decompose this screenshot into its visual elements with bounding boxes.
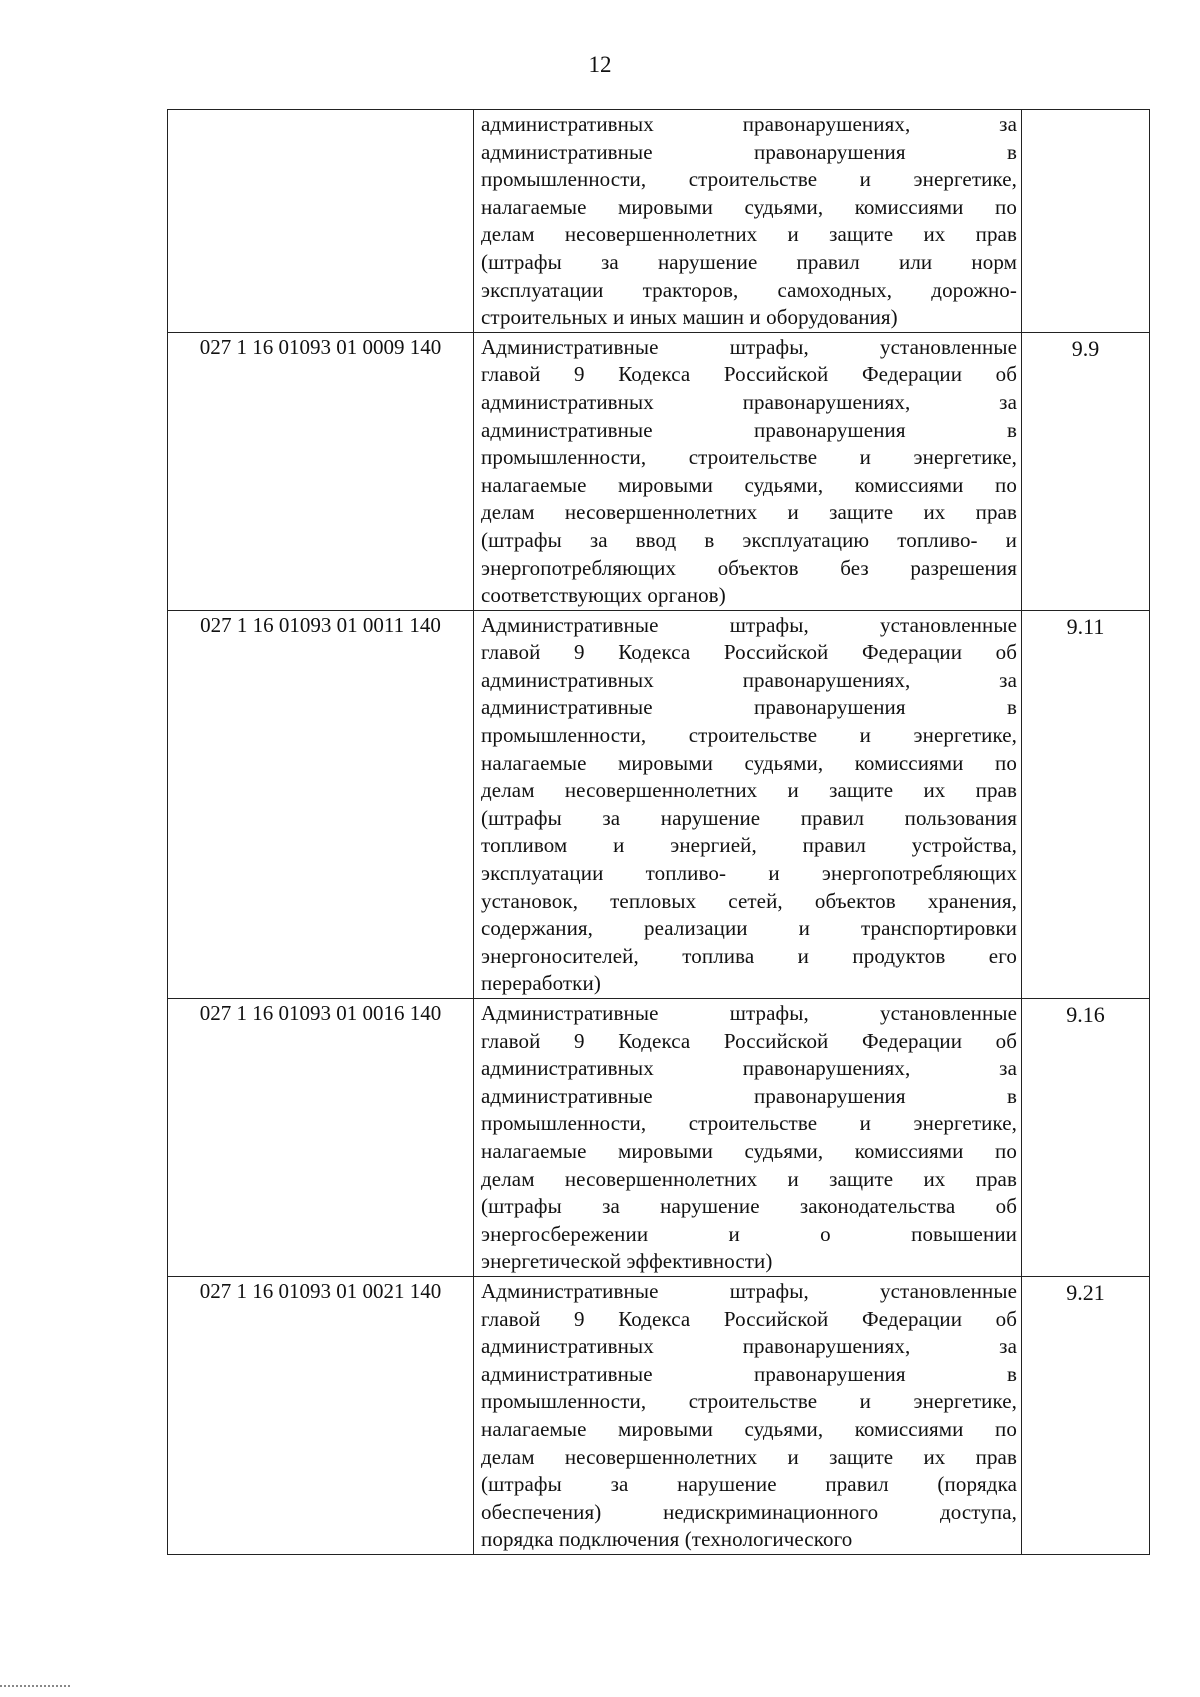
- description-line: налагаемые мировыми судьями, комиссиями по: [481, 1416, 1017, 1441]
- description-line: делам несовершеннолетних и защите их прав: [481, 500, 1017, 525]
- description-line: Административные штрафы, установленные: [481, 1001, 1017, 1025]
- table-row: [168, 110, 1150, 333]
- description-line: делам несовершеннолетних и защите их прав: [481, 778, 1017, 803]
- budget-code-cell: 027 1 16 01093 01 0011 140: [168, 610, 474, 998]
- description-line: административные правонарушения в: [481, 695, 1017, 720]
- description-line: промышленности, строительстве и энергетике,: [481, 445, 1017, 470]
- description-line: административные правонарушения в: [481, 1083, 1017, 1108]
- description-cell: [474, 110, 1022, 333]
- description-line: налагаемые мировыми судьями, комиссиями по: [481, 1138, 1017, 1163]
- description-line: налагаемые мировыми судьями, комиссиями по: [481, 472, 1017, 497]
- description-line: административные правонарушения в: [481, 139, 1017, 164]
- table-row: [168, 332, 1150, 610]
- description-line: налагаемые мировыми судьями, комиссиями по: [481, 750, 1017, 775]
- description-line: Административные штрафы, установленные: [481, 612, 1017, 637]
- description-line: обеспечения) недискриминационного доступа,: [481, 1499, 1017, 1524]
- description-line: административных правонарушениях, за: [481, 1334, 1017, 1359]
- description-line: содержания, реализации и транспортировки: [481, 916, 1017, 941]
- description-line: административных правонарушениях, за: [481, 1056, 1017, 1081]
- description-line: промышленности, строительстве и энергетике,: [481, 723, 1017, 748]
- description-line: главой 9 Кодекса Российской Федерации об: [481, 640, 1017, 665]
- description-line: административных правонарушениях, за: [481, 667, 1017, 692]
- description-cell: [474, 1276, 1022, 1554]
- description-cell: [474, 999, 1022, 1277]
- description-line: соответствующих органов): [481, 583, 726, 608]
- description-line: делам несовершеннолетних и защите их прав: [481, 1444, 1017, 1469]
- description-line: Административные штрафы, установленные: [481, 334, 1017, 359]
- table-row: [168, 1276, 1150, 1554]
- description-line: (штрафы за нарушение правил (порядка: [481, 1472, 1017, 1497]
- description-line: главой 9 Кодекса Российской Федерации об: [481, 362, 1017, 387]
- article-cell: 9.11: [1022, 610, 1150, 998]
- description-line: административных правонарушениях, за: [481, 389, 1017, 414]
- scan-edge-mark: [0, 1685, 70, 1691]
- description-cell: [474, 332, 1022, 610]
- description-line: установок, тепловых сетей, объектов хранения,: [481, 888, 1017, 913]
- description-line: энергопотребляющих объектов без разрешения: [481, 555, 1017, 580]
- budget-code-cell: [168, 110, 474, 333]
- description-line: (штрафы за нарушение правил или норм: [481, 249, 1017, 274]
- description-line: Административные штрафы, установленные: [481, 1278, 1017, 1303]
- description-line: строительных и иных машин и оборудования): [481, 305, 898, 330]
- budget-code-cell: 027 1 16 01093 01 0009 140: [168, 332, 474, 610]
- budget-codes-table: [167, 109, 1150, 1555]
- article-cell: 9.16: [1022, 999, 1150, 1277]
- description-line: энергосбережении и о повышении: [481, 1221, 1017, 1246]
- description-line: административных правонарушениях, за: [481, 112, 1017, 136]
- description-line: главой 9 Кодекса Российской Федерации об: [481, 1028, 1017, 1053]
- article-cell: 9.21: [1022, 1276, 1150, 1554]
- description-line: эксплуатации топливо- и энергопотребляющих: [481, 861, 1017, 886]
- table-row: [168, 610, 1150, 998]
- description-line: делам несовершеннолетних и защите их прав: [481, 1166, 1017, 1191]
- description-line: переработки): [481, 971, 601, 996]
- description-line: административные правонарушения в: [481, 417, 1017, 442]
- description-line: эксплуатации тракторов, самоходных, дорожно-: [481, 277, 1017, 302]
- description-line: налагаемые мировыми судьями, комиссиями по: [481, 194, 1017, 219]
- description-line: главой 9 Кодекса Российской Федерации об: [481, 1306, 1017, 1331]
- description-line: промышленности, строительстве и энергетике,: [481, 1111, 1017, 1136]
- table-row: [168, 999, 1150, 1277]
- page-number: 12: [588, 52, 612, 77]
- description-line: энергетической эффективности): [481, 1249, 773, 1274]
- description-line: административные правонарушения в: [481, 1361, 1017, 1386]
- description-line: энергоносителей, топлива и продуктов его: [481, 943, 1017, 968]
- article-cell: [1022, 110, 1150, 333]
- description-line: промышленности, строительстве и энергетике,: [481, 1389, 1017, 1414]
- description-line: (штрафы за ввод в эксплуатацию топливо- и: [481, 527, 1017, 552]
- description-line: (штрафы за нарушение законодательства об: [481, 1194, 1017, 1219]
- description-line: делам несовершеннолетних и защите их прав: [481, 222, 1017, 247]
- budget-code-cell: 027 1 16 01093 01 0016 140: [168, 999, 474, 1277]
- description-line: промышленности, строительстве и энергетике,: [481, 167, 1017, 192]
- description-cell: [474, 610, 1022, 998]
- budget-code-cell: 027 1 16 01093 01 0021 140: [168, 1276, 474, 1554]
- article-cell: 9.9: [1022, 332, 1150, 610]
- description-line: порядка подключения (технологического: [481, 1527, 853, 1552]
- description-line: топливом и энергией, правил устройства,: [481, 833, 1017, 858]
- description-line: (штрафы за нарушение правил пользования: [481, 805, 1017, 830]
